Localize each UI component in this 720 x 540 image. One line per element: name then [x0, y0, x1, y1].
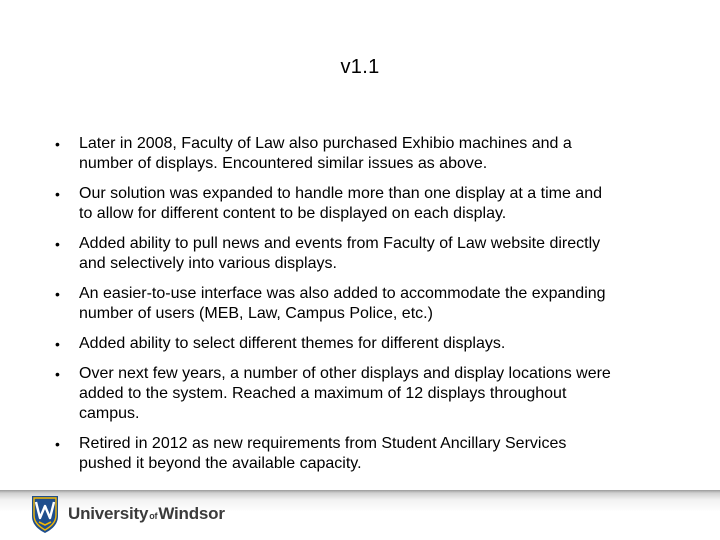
- bullet-text-line: Added ability to pull news and events from Faculty of Law website directly: [79, 235, 601, 252]
- wordmark-of: of: [149, 511, 158, 521]
- university-logo: [30, 492, 225, 536]
- bullet-item: [55, 184, 695, 224]
- bullet-text-line: and selectively into various displays.: [79, 255, 337, 272]
- bullet-marker: •: [55, 186, 60, 202]
- bullet-text-line: Over next few years, a number of other displays and display locations were: [79, 365, 611, 382]
- bullet-item: [55, 364, 695, 424]
- bullet-text-line: to allow for different content to be displayed on each display.: [79, 205, 507, 222]
- university-shield-icon: [30, 494, 60, 534]
- university-wordmark: [68, 504, 225, 524]
- bullet-text-line: Our solution was expanded to handle more than one display at a time and: [79, 185, 602, 202]
- bullet-item: [55, 434, 695, 474]
- bullet-text-line: Later in 2008, Faculty of Law also purchased Exhibio machines and a: [79, 135, 572, 152]
- bullet-text-line: pushed it beyond the available capacity.: [79, 455, 362, 472]
- bullet-marker: •: [55, 236, 60, 252]
- bullet-marker: •: [55, 286, 60, 302]
- bullet-marker: •: [55, 366, 60, 382]
- bullet-item: [55, 134, 695, 174]
- bullet-text-line: added to the system. Reached a maximum of 12 displays throughout: [79, 385, 567, 402]
- bullet-text-line: An easier-to-use interface was also added to accommodate the expanding: [79, 285, 606, 302]
- bullet-text-line: number of users (MEB, Law, Campus Police, etc.): [79, 305, 433, 322]
- bullet-marker: •: [55, 436, 60, 452]
- slide-title: [0, 56, 720, 79]
- wordmark-windsor: Windsor: [158, 504, 225, 523]
- wordmark-university: University: [68, 504, 149, 523]
- bullet-text-line: campus.: [79, 405, 140, 422]
- bullet-list: [55, 134, 695, 484]
- bullet-marker: •: [55, 336, 60, 352]
- bullet-item: [55, 284, 695, 324]
- bullet-text-line: number of displays. Encountered similar issues as above.: [79, 155, 488, 172]
- bullet-item: [55, 234, 695, 274]
- slide-title-text: v1.1: [340, 56, 380, 78]
- bullet-marker: •: [55, 136, 60, 152]
- bullet-text-line: Retired in 2012 as new requirements from Student Ancillary Services: [79, 435, 567, 452]
- bullet-item: [55, 334, 695, 354]
- bullet-text-line: Added ability to select different themes for different displays.: [79, 335, 506, 352]
